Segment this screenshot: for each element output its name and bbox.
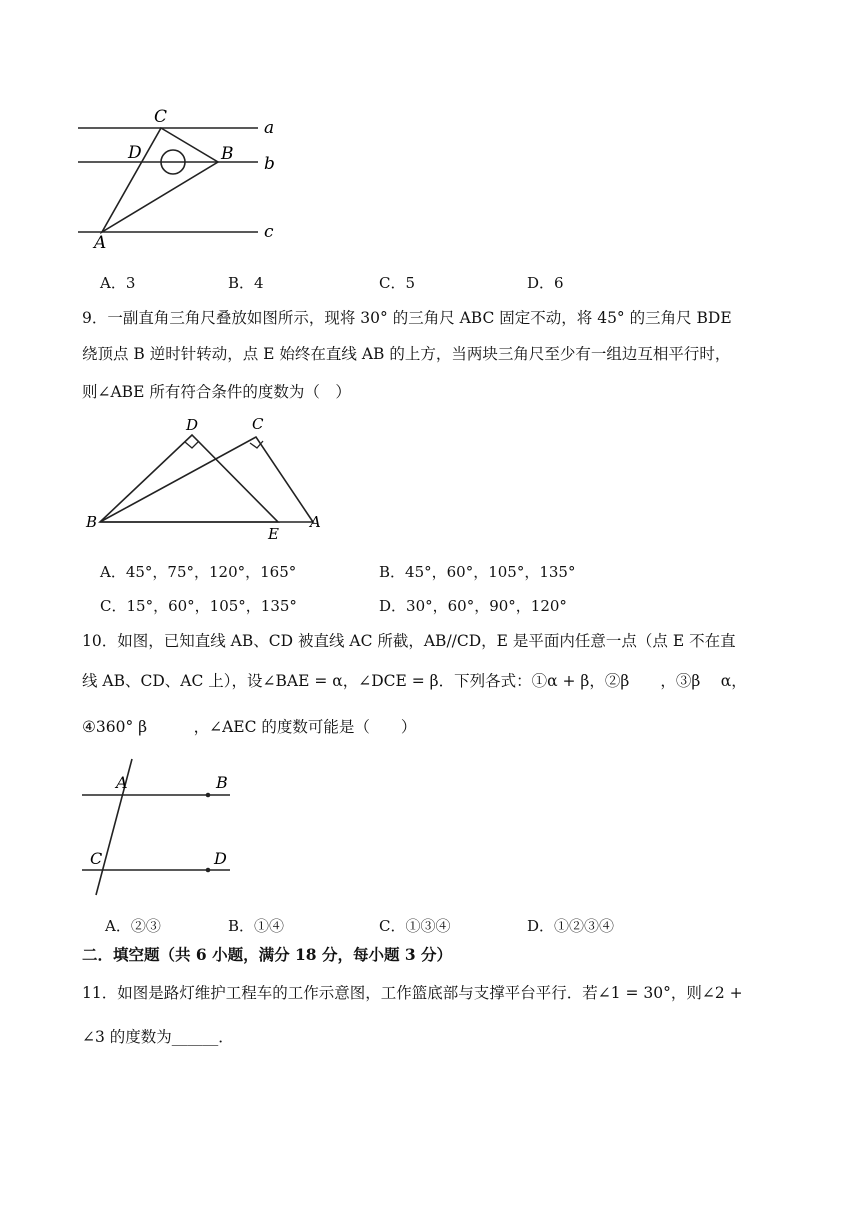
label-D: D [214,849,227,868]
q9-option-d[interactable]: D．30°，60°，90°，120° [379,597,567,615]
label-D: D [186,416,199,434]
label-c: c [264,222,274,242]
right-angle-mark-d [185,441,199,448]
q8-option-b[interactable]: B．4 [228,274,264,292]
q9-option-a[interactable]: A．45°，75°，120°，165° [100,563,297,581]
label-C: C [154,107,168,127]
q10-text-line3: ④360° β ，∠AEC 的度数可能是（ ） [82,718,417,736]
label-a: a [264,118,275,138]
q10-text-line1: 10．如图，已知直线 AB、CD 被直线 AC 所截，AB//CD，E 是平面内任意一点（点 E 不在直 [82,632,736,650]
label-C: C [252,415,264,433]
label-D: D [128,143,142,163]
label-B: B [216,773,228,792]
q10-option-a[interactable]: A．②③ [105,917,161,935]
q9-text-line2: 绕顶点 B 逆时针转动，点 E 始终在直线 AB 的上方，当两块三角尺至少有一组边互相平行时， [82,345,731,363]
q10-text-line2: 线 AB、CD、AC 上），设∠BAE = α，∠DCE = β．下列各式：①α + β，②β ，③β α， [82,672,747,690]
q9-option-b[interactable]: B．45°，60°，105°，135° [379,563,576,581]
q9-text-line3: 则∠ABE 所有符合条件的度数为（ ） [82,383,351,401]
triangle-bde [100,435,278,522]
q9-option-c[interactable]: C．15°，60°，105°，135° [100,597,297,615]
label-C: C [90,849,103,868]
q11-text-line1: 11．如图是路灯维护工程车的工作示意图，工作篮底部与支撑平台平行．若∠1 = 30°，则∠2 + [82,984,743,1002]
label-A: A [94,233,107,253]
q8-option-a[interactable]: A．3 [100,274,136,292]
point-d [206,868,211,873]
section-2-heading: 二．填空题（共 6 小题，满分 18 分，每小题 3 分） [82,945,453,964]
q11-text-line2: ∠3 的度数为______． [82,1028,234,1046]
triangle-abc [102,128,218,232]
q9-text-line1: 9．一副直角三角尺叠放如图所示，现将 30° 的三角尺 ABC 固定不动，将 45° 的三角尺 BDE [82,309,732,327]
q8-option-d[interactable]: D．6 [527,274,564,292]
label-b: b [264,154,275,174]
q10-option-b[interactable]: B．①④ [228,917,285,935]
label-A: A [116,773,128,792]
q10-figure [78,755,243,900]
q10-option-d[interactable]: D．①②③④ [527,917,615,935]
q9-figure [82,415,342,545]
label-E: E [268,525,279,543]
q10-option-c[interactable]: C．①③④ [379,917,451,935]
q8-figure [70,105,290,255]
label-B: B [221,144,234,164]
label-A: A [310,513,321,531]
label-B: B [86,513,98,531]
point-b [206,793,211,798]
q8-option-c[interactable]: C．5 [379,274,416,292]
